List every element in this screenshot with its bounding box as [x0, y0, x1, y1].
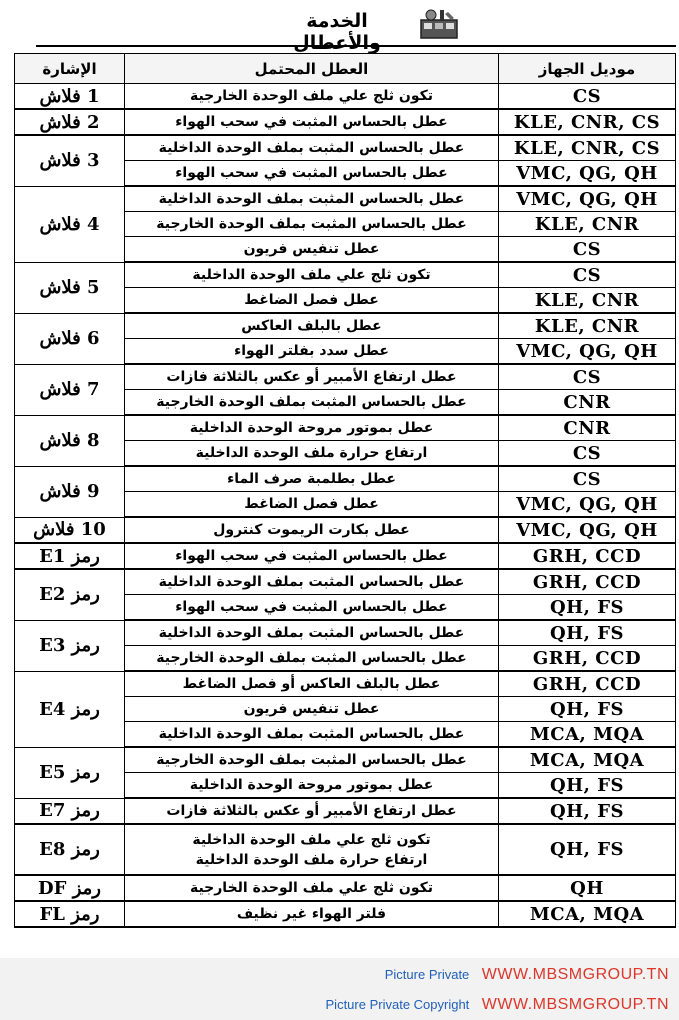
fault-text: ارتفاع حرارة ملف الوحدة الداخلية	[195, 445, 428, 461]
model-cell: KLE, CNR	[499, 288, 676, 314]
fault-cell	[125, 84, 499, 110]
fault-text: عطل بالحساس المثبت بملف الوحدة الخارجية	[156, 216, 467, 232]
signal-cell: 5 فلاش	[15, 262, 125, 313]
model-cell: CS	[499, 262, 676, 288]
table-row	[15, 109, 676, 135]
signal-cell: رمز E7	[15, 798, 125, 824]
fault-cell	[125, 288, 499, 314]
signal-cell: رمز E2	[15, 569, 125, 620]
toolbox-icon	[418, 8, 460, 40]
fault-text: عطل سدد بفلتر الهواء	[234, 343, 389, 359]
fault-cell	[125, 339, 499, 365]
watermark-line-2	[326, 996, 669, 1014]
fault-text: عطل بموتور مروحة الوحدة الداخلية	[189, 420, 434, 436]
title-divider	[36, 45, 676, 47]
model-cell: QH, FS	[499, 620, 676, 646]
fault-cell	[125, 212, 499, 237]
fault-cell	[125, 569, 499, 595]
fault-text: عطل بالحساس المثبت بملف الوحدة الخارجية	[156, 752, 467, 768]
fault-text: عطل بطلمبة صرف الماء	[227, 471, 396, 487]
table-row	[15, 313, 676, 339]
table-header-row	[15, 54, 676, 84]
fault-cell	[125, 798, 499, 824]
watermark-footer	[0, 958, 679, 1020]
fault-cell	[125, 722, 499, 748]
table-row	[15, 135, 676, 161]
fault-text: عطل بالبلف العاكس	[241, 318, 382, 334]
table-row	[15, 543, 676, 569]
fault-cell	[125, 747, 499, 773]
table-row	[15, 620, 676, 646]
fault-text: عطل بالحساس المثبت بملف الوحدة الداخلية	[158, 625, 465, 641]
model-cell: GRH, CCD	[499, 569, 676, 595]
table-row	[15, 186, 676, 212]
column-header-signal: الإشارة	[15, 54, 125, 84]
model-cell: GRH, CCD	[499, 671, 676, 697]
model-cell: CS	[499, 237, 676, 263]
fault-text: عطل فصل الضاغط	[244, 496, 379, 512]
model-cell: CNR	[499, 390, 676, 416]
fault-text-secondary: ارتفاع حرارة ملف الوحدة الداخلية	[195, 851, 428, 868]
signal-cell: 10 فلاش	[15, 517, 125, 543]
table-row	[15, 466, 676, 492]
fault-text: عطل بالحساس المثبت بملف الوحدة الخارجية	[156, 394, 467, 410]
model-cell: MCA, MQA	[499, 901, 676, 927]
table-row	[15, 824, 676, 875]
signal-cell: رمز DF	[15, 875, 125, 901]
signal-cell: رمز E4	[15, 671, 125, 747]
fault-cell	[125, 135, 499, 161]
fault-text: عطل بالبلف العاكس أو فصل الضاغط	[182, 676, 441, 692]
fault-cell	[125, 875, 499, 901]
model-cell: GRH, CCD	[499, 646, 676, 672]
table-row	[15, 517, 676, 543]
fault-text: عطل ارتفاع الأمبير أو عكس بالثلاثة فازات	[166, 803, 457, 819]
fault-text: عطل بالحساس المثبت بملف الوحدة الداخلية	[158, 726, 465, 742]
fault-text: عطل فصل الضاغط	[244, 292, 379, 308]
fault-cell	[125, 543, 499, 569]
fault-text: فلتر الهواء غير نظيف	[236, 906, 387, 922]
model-cell: CNR	[499, 415, 676, 441]
fault-text: عطل ارتفاع الأمبير أو عكس بالثلاثة فازات	[166, 369, 457, 385]
fault-text: عطل بالحساس المثبت في سحب الهواء	[175, 114, 448, 130]
fault-cell	[125, 313, 499, 339]
fault-text: تكون ثلج علي ملف الوحدة الخارجية	[189, 880, 434, 896]
signal-cell: 2 فلاش	[15, 109, 125, 135]
signal-cell: 1 فلاش	[15, 84, 125, 110]
model-cell: CS	[499, 466, 676, 492]
table-row	[15, 415, 676, 441]
fault-text: عطل تنفيس فريون	[243, 241, 380, 257]
model-cell: QH, FS	[499, 697, 676, 722]
table-row	[15, 875, 676, 901]
fault-text: عطل بالحساس المثبت بملف الوحدة الداخلية	[158, 191, 465, 207]
fault-cell	[125, 824, 499, 875]
fault-cell	[125, 671, 499, 697]
model-cell: KLE, CNR	[499, 212, 676, 237]
watermark-label: Picture Private	[384, 967, 470, 982]
table-row	[15, 262, 676, 288]
title-bar	[0, 0, 679, 54]
table-body	[15, 84, 676, 928]
model-cell: CS	[499, 84, 676, 110]
fault-cell	[125, 697, 499, 722]
model-cell: MCA, MQA	[499, 722, 676, 748]
fault-text: عطل بالحساس المثبت في سحب الهواء	[175, 548, 448, 564]
fault-text: عطل تنفيس فريون	[243, 701, 380, 717]
fault-cell	[125, 109, 499, 135]
fault-cell	[125, 441, 499, 467]
table-row	[15, 84, 676, 110]
table-row	[15, 364, 676, 390]
fault-cell	[125, 186, 499, 212]
fault-text: عطل بموتور مروحة الوحدة الداخلية	[189, 777, 434, 793]
fault-text: عطل بالحساس المثبت في سحب الهواء	[175, 599, 448, 615]
fault-cell	[125, 364, 499, 390]
model-cell: VMC, QG, QH	[499, 339, 676, 365]
fault-cell	[125, 517, 499, 543]
column-header-fault: العطل المحتمل	[125, 54, 499, 84]
fault-text: عطل بالحساس المثبت بملف الوحدة الداخلية	[158, 140, 465, 156]
fault-cell	[125, 415, 499, 441]
signal-cell: 4 فلاش	[15, 186, 125, 262]
signal-cell: 6 فلاش	[15, 313, 125, 364]
table-row	[15, 901, 676, 927]
fault-text: عطل بكارت الريموت كنترول	[213, 522, 410, 538]
model-cell: QH, FS	[499, 798, 676, 824]
fault-cell	[125, 646, 499, 672]
signal-cell: رمز E1	[15, 543, 125, 569]
model-cell: KLE, CNR, CS	[499, 109, 676, 135]
fault-text: عطل بالحساس المثبت بملف الوحدة الخارجية	[156, 650, 467, 666]
model-cell: QH, FS	[499, 595, 676, 621]
signal-cell: رمز FL	[15, 901, 125, 927]
column-header-model: موديل الجهاز	[499, 54, 676, 84]
model-cell: CS	[499, 441, 676, 467]
fault-cell	[125, 492, 499, 518]
fault-cell	[125, 262, 499, 288]
watermark-line-1	[385, 966, 669, 984]
signal-cell: 7 فلاش	[15, 364, 125, 415]
fault-cell	[125, 466, 499, 492]
model-cell: GRH, CCD	[499, 543, 676, 569]
fault-text: عطل بالحساس المثبت في سحب الهواء	[175, 165, 448, 181]
table-row	[15, 671, 676, 697]
watermark-copyright-label: Picture Private Copyright	[325, 997, 470, 1012]
page-title: الخدمة والأعطال	[293, 10, 381, 54]
signal-cell: 9 فلاش	[15, 466, 125, 517]
fault-codes-table	[14, 53, 676, 928]
model-cell: QH, FS	[499, 773, 676, 799]
signal-cell: 3 فلاش	[15, 135, 125, 186]
model-cell: QH, FS	[499, 824, 676, 875]
table-row	[15, 747, 676, 773]
signal-cell: 8 فلاش	[15, 415, 125, 466]
fault-cell	[125, 237, 499, 263]
watermark-url: WWW.MBSMGROUP.TN	[481, 966, 669, 983]
fault-cell	[125, 901, 499, 927]
table-row	[15, 798, 676, 824]
table-row	[15, 569, 676, 595]
fault-cell	[125, 595, 499, 621]
model-cell: KLE, CNR, CS	[499, 135, 676, 161]
signal-cell: رمز E5	[15, 747, 125, 798]
model-cell: QH	[499, 875, 676, 901]
model-cell: KLE, CNR	[499, 313, 676, 339]
fault-cell	[125, 620, 499, 646]
fault-cell	[125, 773, 499, 799]
fault-cell	[125, 161, 499, 187]
model-cell: MCA, MQA	[499, 747, 676, 773]
fault-text: تكون ثلج علي ملف الوحدة الداخلية	[192, 267, 431, 283]
fault-cell	[125, 390, 499, 416]
fault-text: تكون ثلج علي ملف الوحدة الخارجية	[189, 88, 434, 104]
watermark-copyright-url: WWW.MBSMGROUP.TN	[481, 996, 669, 1013]
model-cell: VMC, QG, QH	[499, 186, 676, 212]
fault-text: تكون ثلج علي ملف الوحدة الداخلية	[192, 831, 431, 848]
model-cell: VMC, QG, QH	[499, 161, 676, 187]
model-cell: VMC, QG, QH	[499, 517, 676, 543]
signal-cell: رمز E3	[15, 620, 125, 671]
fault-text: عطل بالحساس المثبت بملف الوحدة الداخلية	[158, 574, 465, 590]
model-cell: VMC, QG, QH	[499, 492, 676, 518]
signal-cell: رمز E8	[15, 824, 125, 875]
model-cell: CS	[499, 364, 676, 390]
